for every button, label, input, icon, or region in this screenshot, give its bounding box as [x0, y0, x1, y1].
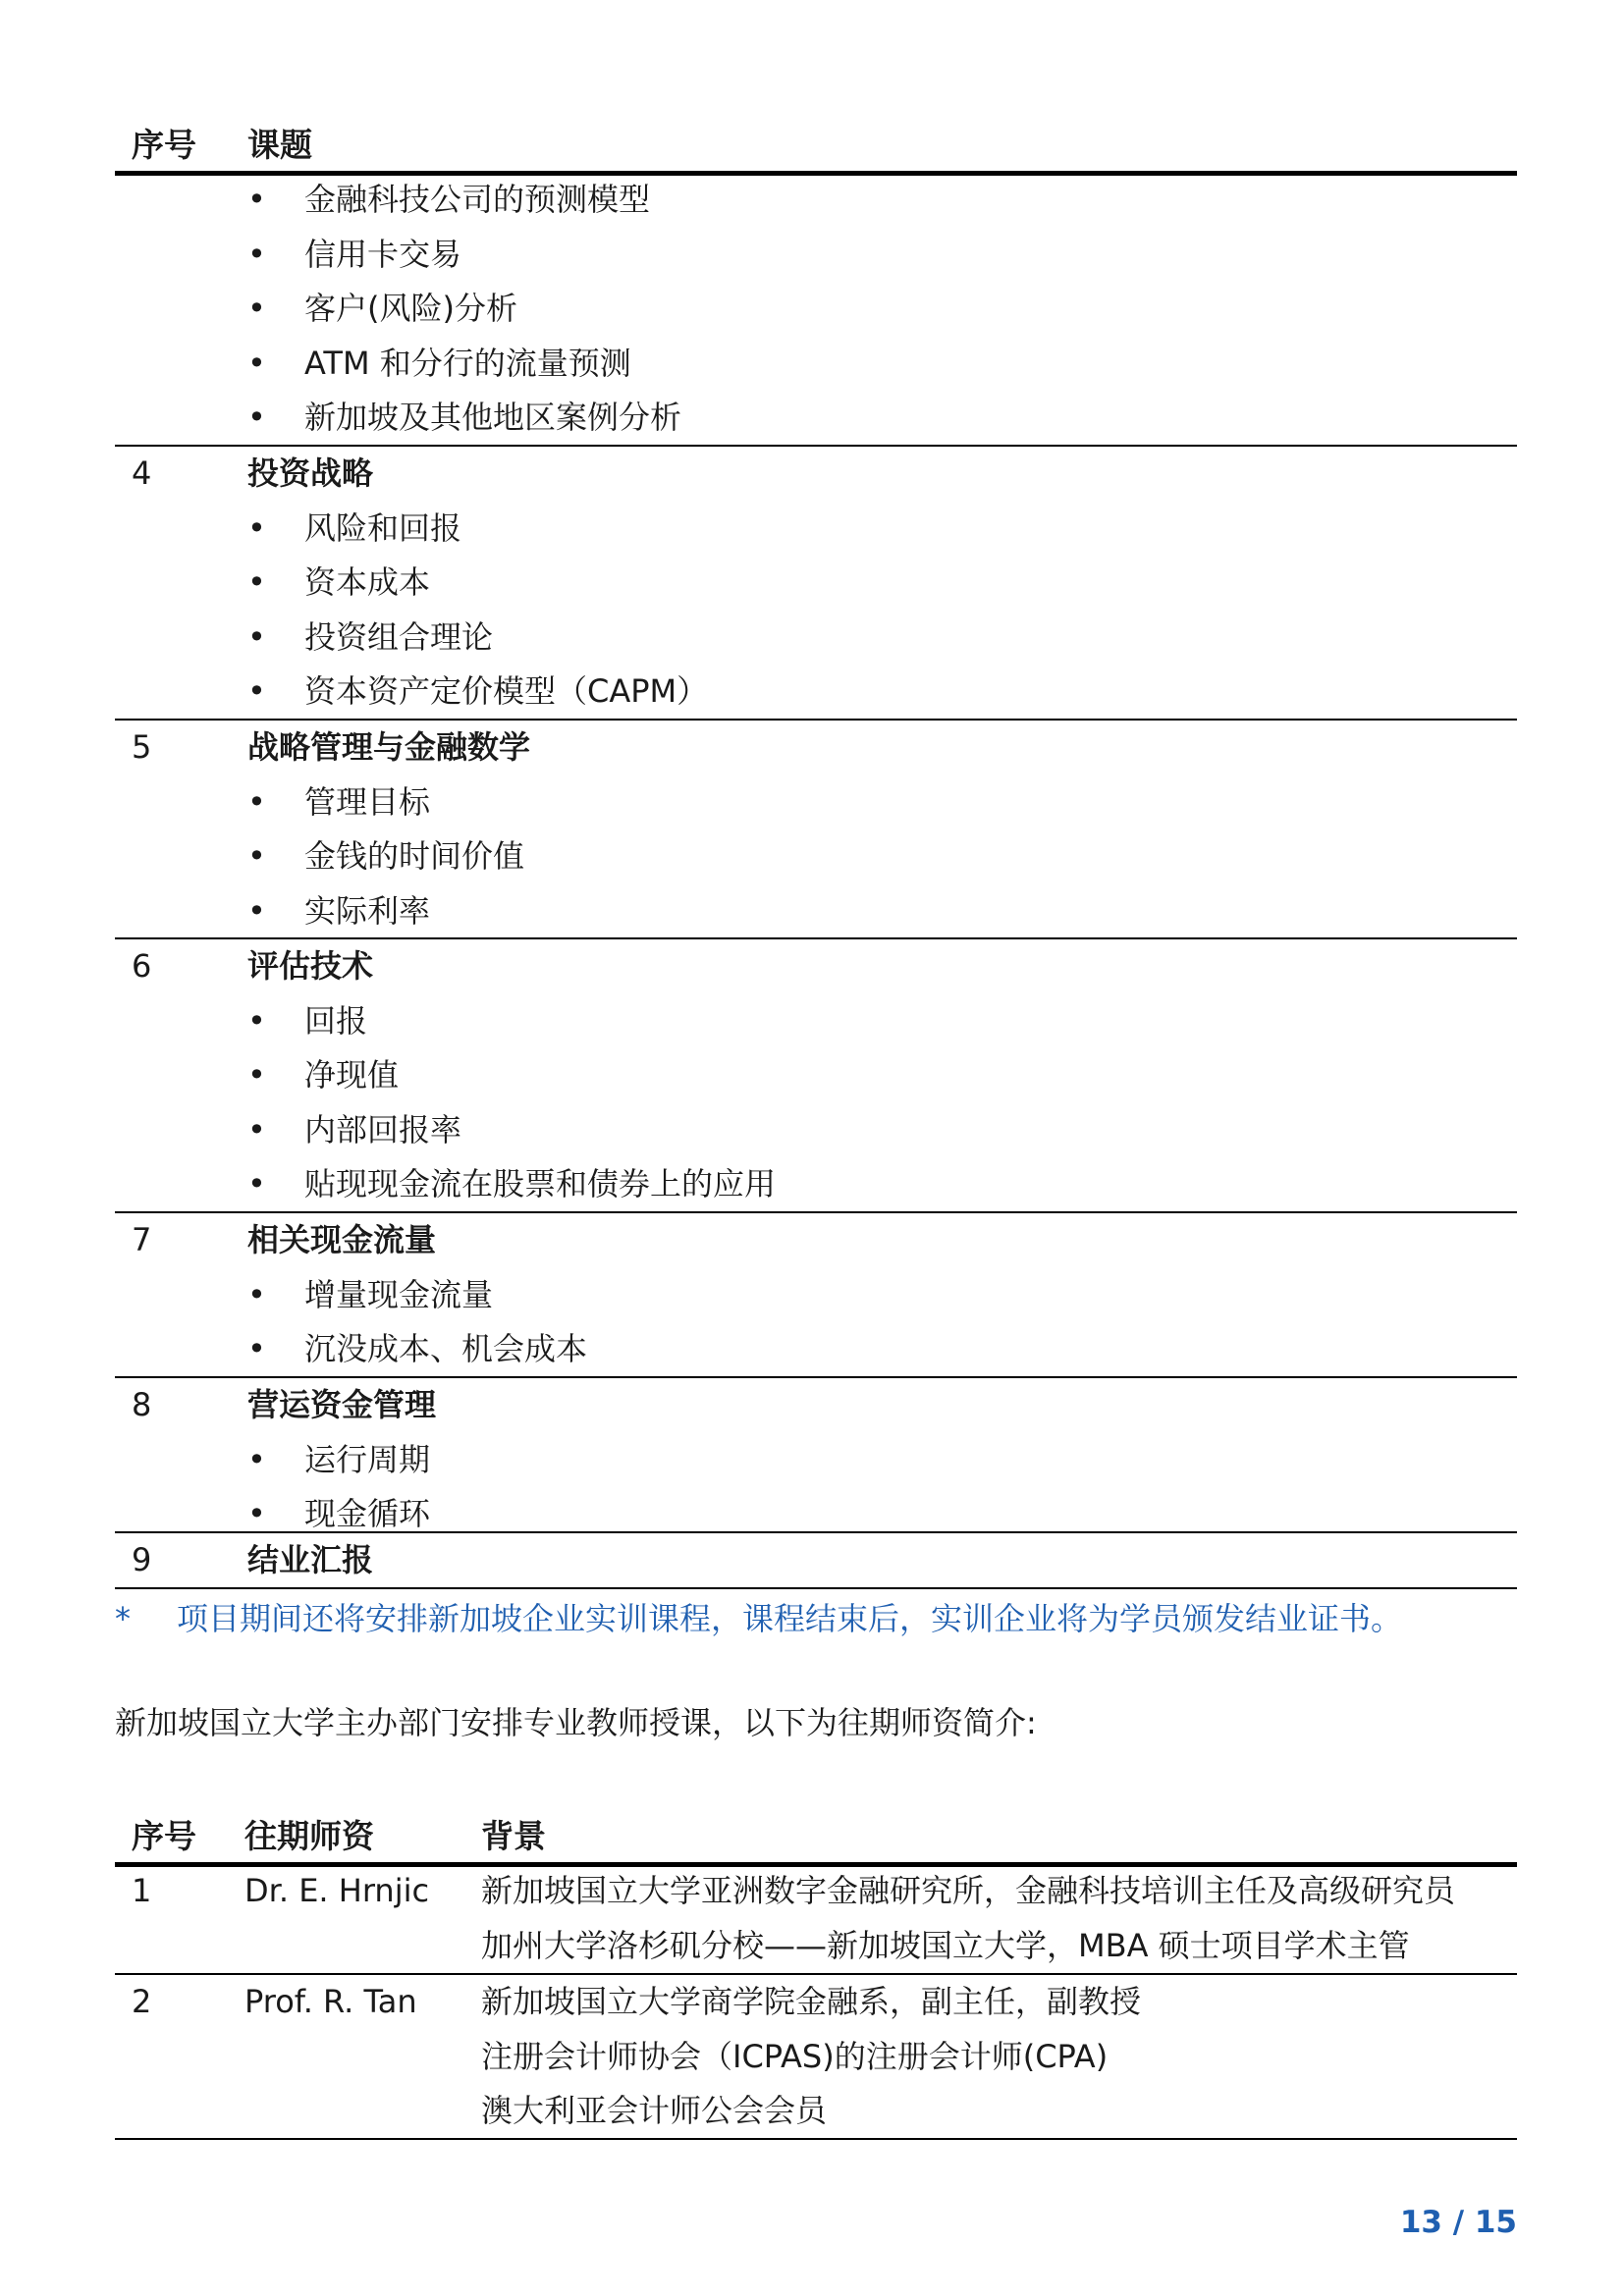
list-item: [115, 173, 1517, 228]
curriculum-section-4: [115, 447, 1517, 721]
page-number: 13 / 15: [1399, 2205, 1517, 2240]
header-background: 背景: [481, 1817, 546, 1855]
faculty-intro: 新加坡国立大学主办部门安排专业教师授课，以下为往期师资简介:: [115, 1704, 1037, 1741]
faculty-background-line: 注册会计师协会（ICPAS)的注册会计师(CPA): [481, 2037, 1109, 2075]
header-topic: 课题: [247, 126, 312, 164]
bullet-icon: •: [247, 290, 266, 327]
topic-item: 投资组合理论: [304, 617, 494, 656]
curriculum-section-9: [115, 1533, 1517, 1589]
section-title-row: [115, 1378, 1517, 1433]
section-title-row: [115, 939, 1517, 994]
topic-item: 沉没成本、机会成本: [304, 1330, 588, 1367]
faculty-table-header: [115, 1811, 1517, 1867]
list-item: [115, 1157, 1517, 1212]
list-item: [115, 884, 1517, 939]
list-item: [115, 994, 1517, 1049]
list-item: [115, 1433, 1517, 1488]
list-item: [115, 1268, 1517, 1323]
faculty-number: 2: [132, 1983, 152, 2020]
bullet-icon: •: [247, 1001, 266, 1040]
section-number: 5: [132, 728, 152, 766]
bullet-icon: •: [247, 235, 266, 273]
topic-item: ATM 和分行的流量预测: [304, 344, 631, 382]
section-title-row: [115, 1213, 1517, 1268]
bullet-icon: •: [247, 181, 266, 218]
topic-item: 金融科技公司的预测模型: [304, 181, 651, 218]
note-asterisk: *: [115, 1600, 131, 1637]
list-item: [115, 1103, 1517, 1158]
section-title: 评估技术: [247, 947, 374, 985]
topic-item: 回报: [304, 1001, 368, 1040]
table-row: [115, 1864, 1517, 1975]
bullet-icon: •: [247, 1275, 266, 1313]
list-item: [115, 228, 1517, 283]
section-title-row: [115, 1533, 1517, 1588]
curriculum-section-5: [115, 721, 1517, 939]
topic-item: 风险和回报: [304, 508, 462, 547]
topic-item: 金钱的时间价值: [304, 837, 525, 875]
topic-item: 管理目标: [304, 782, 431, 821]
topic-item: 现金循环: [304, 1495, 431, 1532]
section-title: 相关现金流量: [247, 1221, 437, 1258]
bullet-icon: •: [247, 508, 266, 547]
list-item: [115, 391, 1517, 446]
header-teacher: 往期师资: [244, 1817, 374, 1855]
list-item: [115, 1048, 1517, 1103]
list-item: [115, 337, 1517, 392]
topic-item: 运行周期: [304, 1440, 431, 1478]
curriculum-table-header: [115, 120, 1517, 176]
list-item: [115, 1322, 1517, 1377]
faculty-name: Prof. R. Tan: [244, 1983, 417, 2020]
curriculum-section-8: [115, 1378, 1517, 1533]
bullet-icon: •: [247, 837, 266, 875]
bullet-icon: •: [247, 1330, 266, 1367]
list-item: [115, 665, 1517, 720]
topic-item: 内部回报率: [304, 1110, 462, 1148]
document-page: [115, 0, 1517, 2296]
bullet-icon: •: [247, 1165, 266, 1202]
bullet-icon: •: [247, 399, 266, 436]
section-title-row: [115, 447, 1517, 502]
table-row: [115, 1975, 1517, 2140]
faculty-background-line: 新加坡国立大学亚洲数字金融研究所，金融科技培训主任及高级研究员: [481, 1872, 1456, 1909]
section-title: 结业汇报: [247, 1541, 374, 1578]
topic-item: 资本资产定价模型（CAPM）: [304, 672, 709, 710]
list-item: [115, 282, 1517, 337]
topic-item: 实际利率: [304, 891, 431, 930]
list-item: [115, 775, 1517, 830]
list-item: [115, 611, 1517, 666]
section-title-row: [115, 721, 1517, 775]
faculty-name: Dr. E. Hrnjic: [244, 1872, 430, 1909]
faculty-number: 1: [132, 1872, 152, 1909]
topic-item: 客户(风险)分析: [304, 290, 517, 327]
bullet-icon: •: [247, 563, 266, 601]
section-title: 营运资金管理: [247, 1386, 437, 1423]
note-text: 项目期间还将安排新加坡企业实训课程，课程结束后，实训企业将为学员颁发结业证书。: [177, 1600, 1403, 1637]
section-number: 6: [132, 947, 152, 985]
bullet-icon: •: [247, 672, 266, 710]
topic-item: 净现值: [304, 1056, 400, 1094]
topic-item: 信用卡交易: [304, 235, 462, 273]
list-item: [115, 502, 1517, 557]
section-number: 4: [132, 454, 152, 492]
topic-item: 新加坡及其他地区案例分析: [304, 399, 682, 436]
curriculum-section-7: [115, 1213, 1517, 1378]
topic-item: 贴现现金流在股票和债券上的应用: [304, 1165, 777, 1202]
internship-note: [115, 1594, 1517, 1643]
bullet-icon: •: [247, 1110, 266, 1148]
faculty-background-line: 加州大学洛杉矶分校——新加坡国立大学，MBA 硕士项目学术主管: [481, 1926, 1410, 1964]
section-number: 8: [132, 1386, 152, 1423]
bullet-icon: •: [247, 782, 266, 821]
bullet-icon: •: [247, 1495, 266, 1532]
topic-item: 资本成本: [304, 563, 431, 601]
curriculum-section-6: [115, 939, 1517, 1213]
topic-item: 增量现金流量: [304, 1275, 494, 1313]
section-number: 9: [132, 1541, 152, 1578]
header-no: 序号: [132, 1817, 196, 1855]
list-item: [115, 829, 1517, 884]
bullet-icon: •: [247, 1440, 266, 1478]
bullet-icon: •: [247, 617, 266, 656]
bullet-icon: •: [247, 891, 266, 930]
faculty-background-line: 澳大利亚会计师公会会员: [481, 2092, 828, 2129]
header-no: 序号: [132, 126, 196, 164]
section-number: 7: [132, 1221, 152, 1258]
bullet-icon: •: [247, 344, 266, 382]
bullet-icon: •: [247, 1056, 266, 1094]
curriculum-section: [115, 173, 1517, 447]
section-title: 投资战略: [247, 454, 374, 492]
faculty-background-line: 新加坡国立大学商学院金融系，副主任，副教授: [481, 1983, 1142, 2020]
list-item: [115, 556, 1517, 611]
section-title: 战略管理与金融数学: [247, 728, 531, 766]
